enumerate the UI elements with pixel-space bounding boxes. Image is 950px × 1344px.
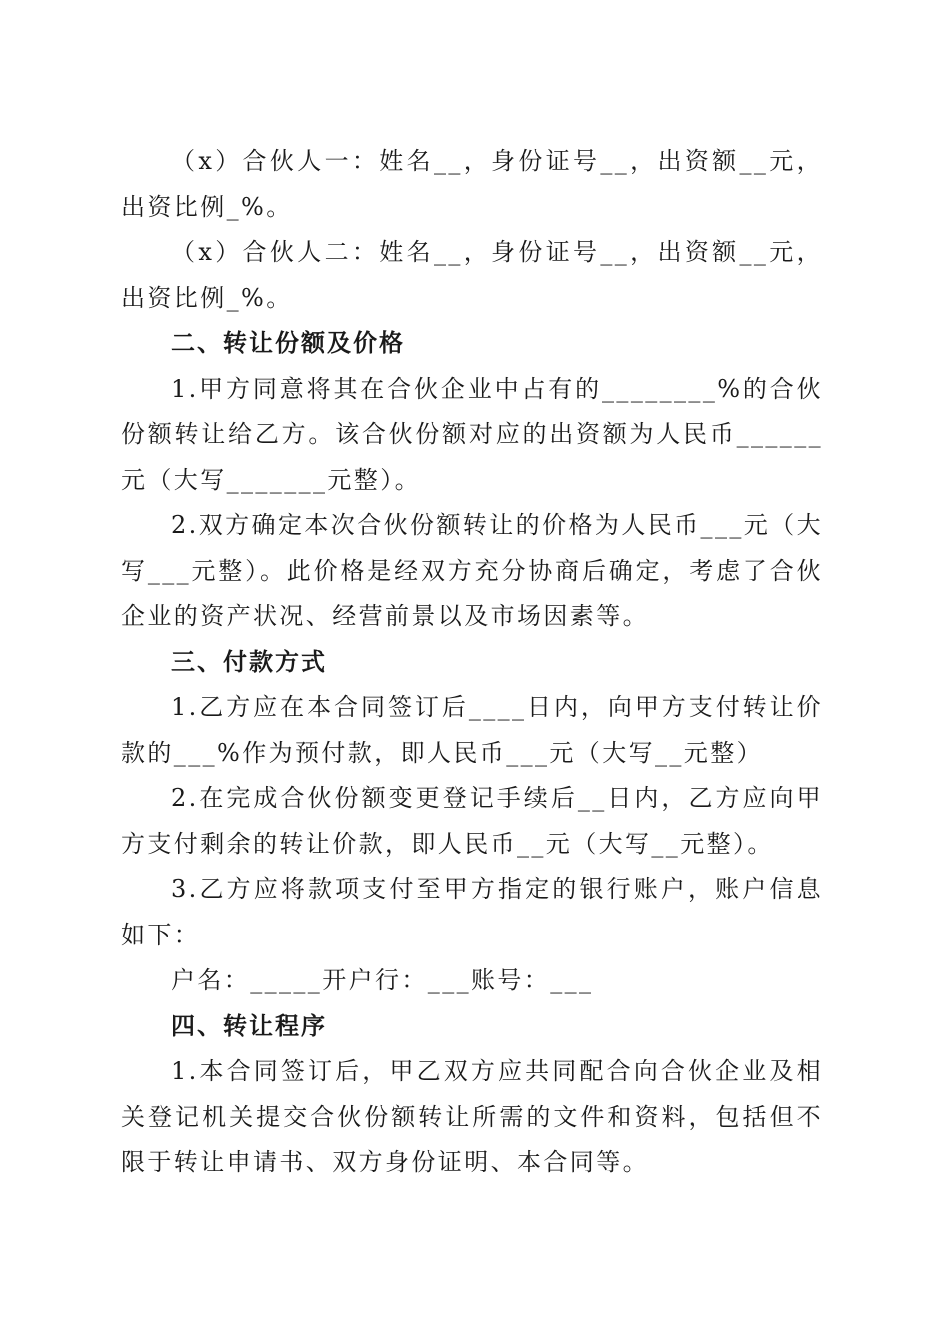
partner-two-paragraph: （x）合伙人二：姓名__，身份证号__，出资额__元，出资比例_%。 [121,238,823,312]
transfer-share-clause-1: 1.甲方同意将其在合伙企业中占有的________%的合伙份额转让给乙方。该合伙份额对应的出资额为人民币______元（大写_______元整）。 [121,374,823,494]
payment-clause-2: 2.在完成合伙份额变更登记手续后__日内，乙方应向甲方支付剩余的转让价款，即人民币__元（大写__元整）。 [121,784,823,858]
procedure-clause-1: 1.本合同签订后，甲乙双方应共同配合向合伙企业及相关登记机关提交合伙份额转让所需的文件和资料，包括但不限于转让申请书、双方身份证明、本合同等。 [121,1057,823,1176]
bank-account-line: 户名：_____开户行：___账号：___ [171,966,594,994]
section-payment-heading: 三、付款方式 [171,647,327,676]
payment-clause-3: 3.乙方应将款项支付至甲方指定的银行账户，账户信息如下： [121,875,823,949]
transfer-price-clause-2: 2.双方确定本次合伙份额转让的价格为人民币___元（大写___元整）。此价格是经双方充分协商后确定，考虑了合伙企业的资产状况、经营前景以及市场因素等。 [121,511,823,630]
partner-one-paragraph: （x）合伙人一：姓名__，身份证号__，出资额__元，出资比例_%。 [121,147,823,221]
payment-clause-1: 1.乙方应在本合同签订后____日内，向甲方支付转让价款的___%作为预付款，即人民币___元（大写__元整） [121,693,823,767]
section-procedure-heading: 四、转让程序 [171,1011,327,1040]
section-transfer-share-heading: 二、转让份额及价格 [171,329,405,357]
document-body [121,139,823,1186]
